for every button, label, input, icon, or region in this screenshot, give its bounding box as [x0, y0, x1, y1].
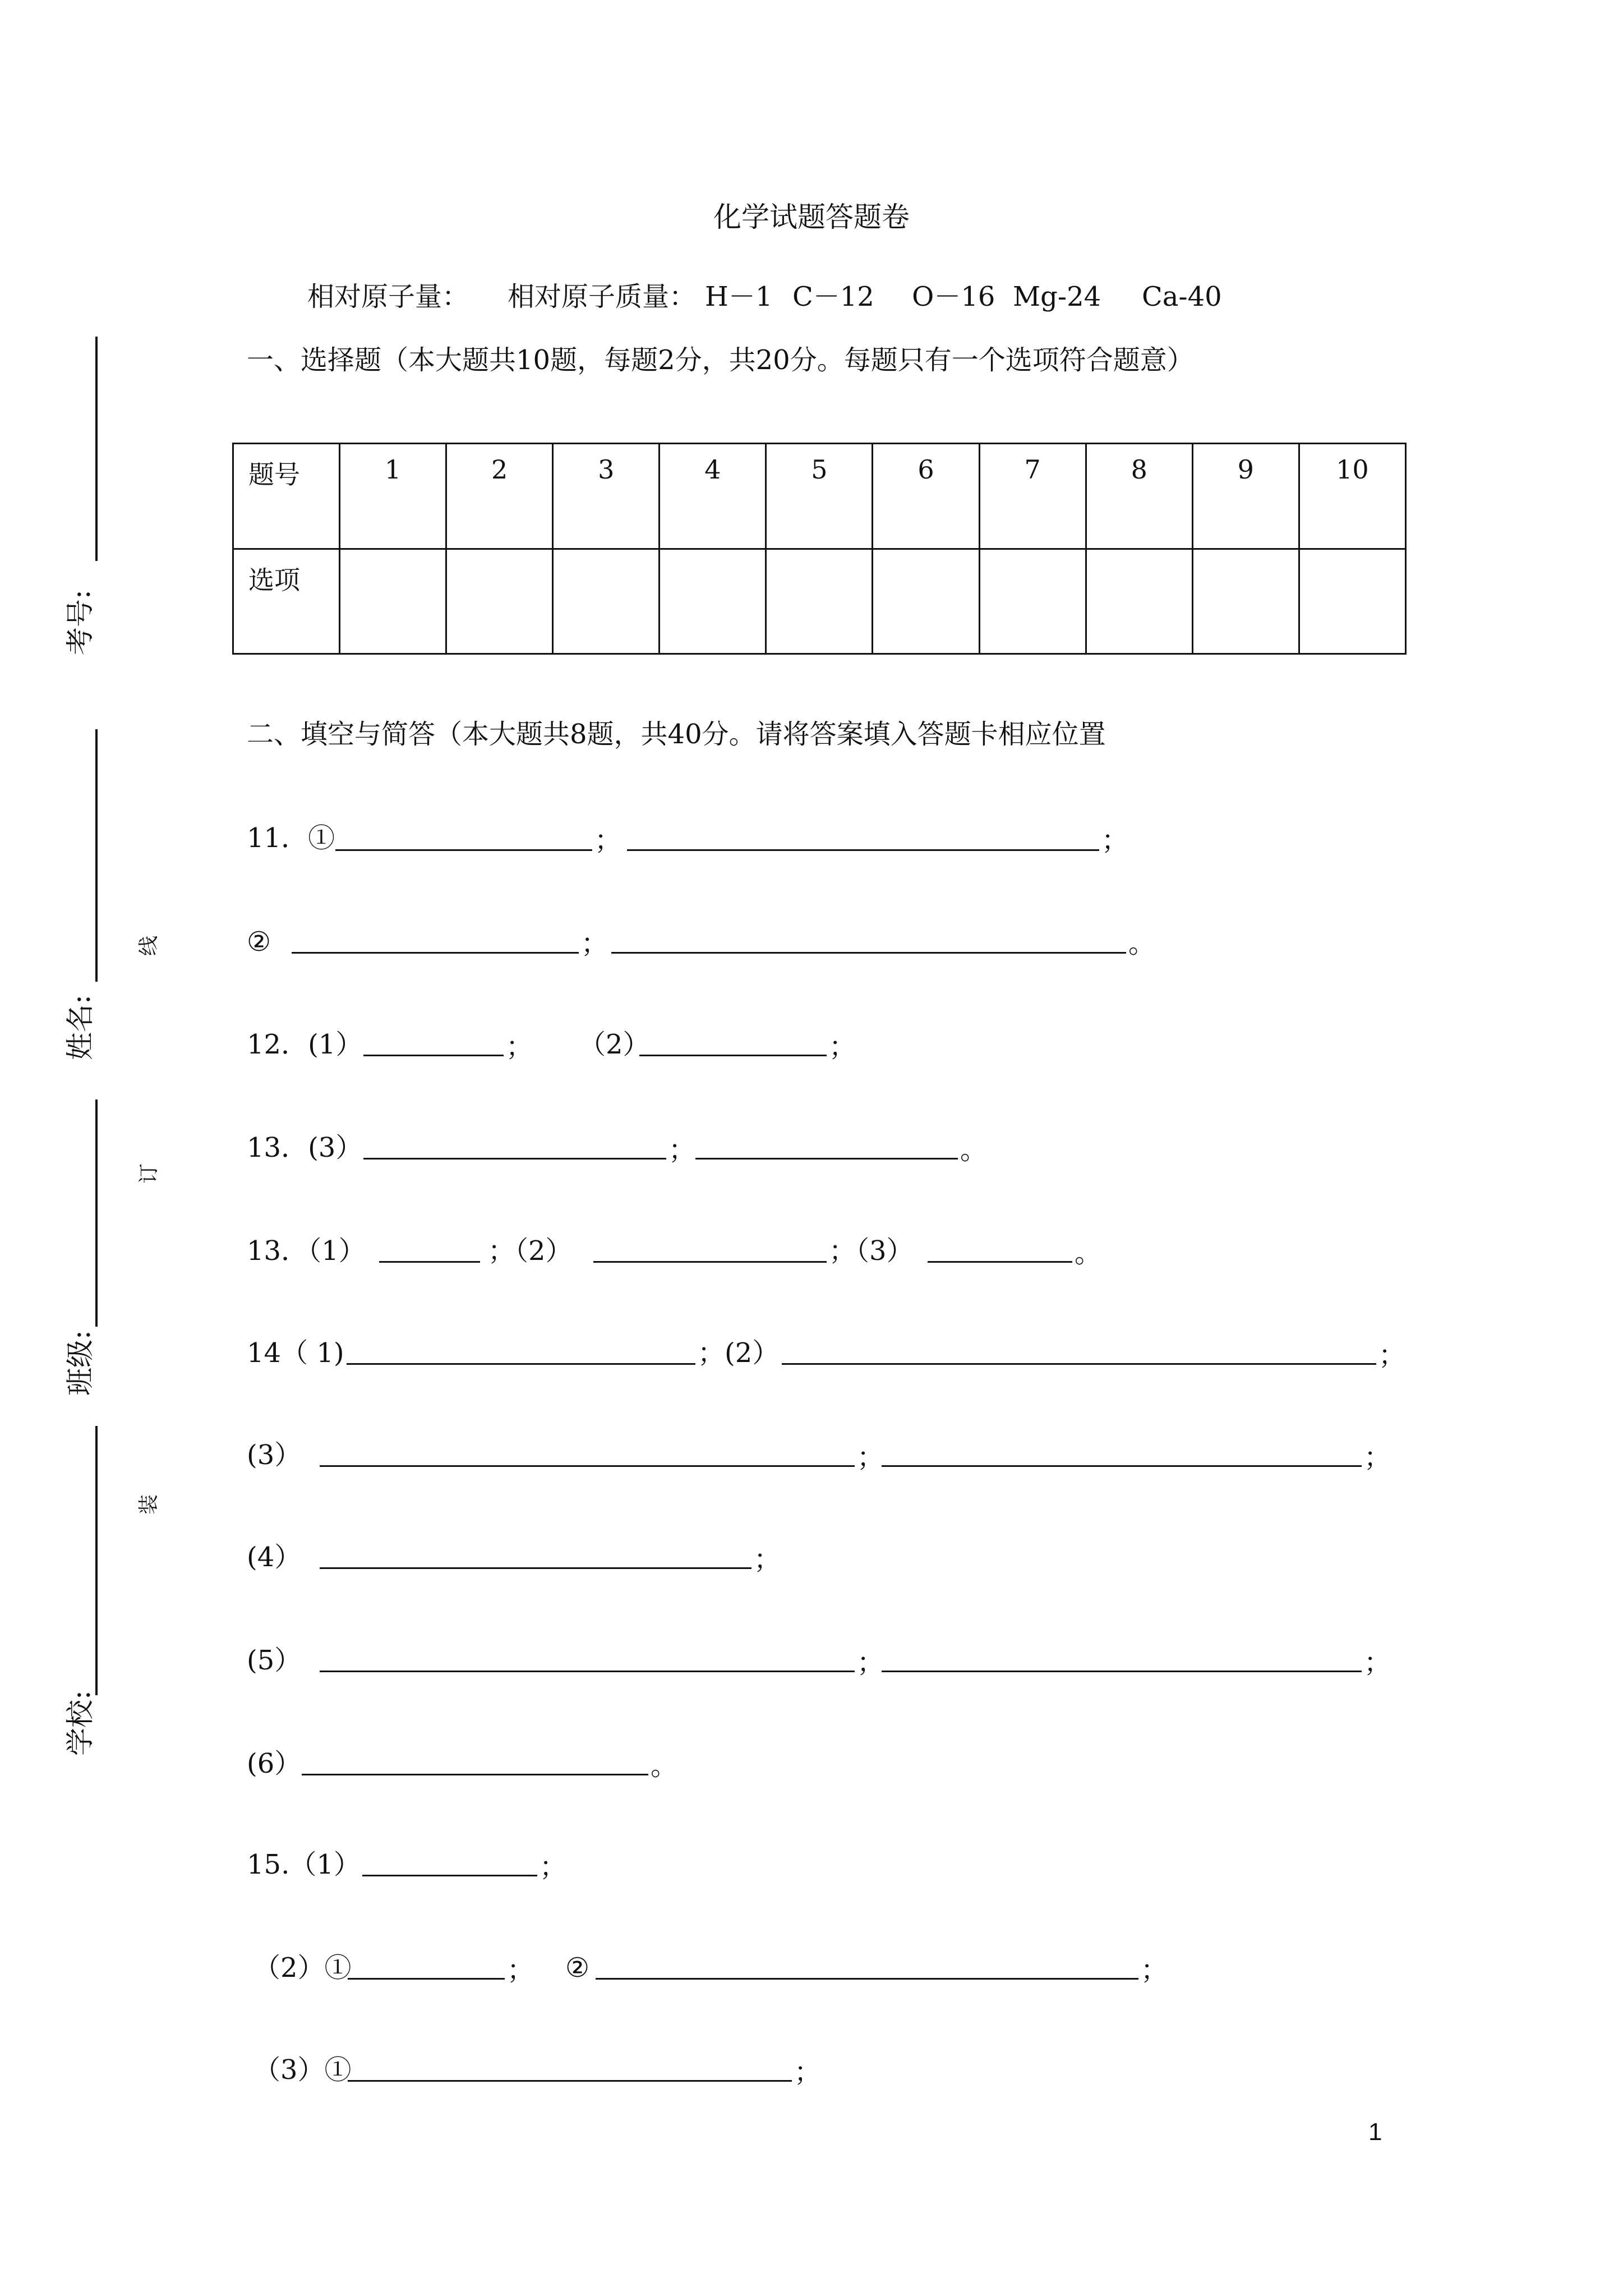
q15-part3-label: （3）① [253, 2054, 352, 2086]
grid-number: 3 [553, 444, 660, 549]
q13-label: 13．(3） [247, 1132, 363, 1163]
atomic-mass-ca: Ca-40 [1142, 281, 1222, 312]
atomic-mass-label-a: 相对原子量： [307, 281, 469, 312]
grid-answer-cell[interactable] [979, 549, 1086, 654]
answer-blank[interactable] [882, 1465, 1362, 1467]
grid-answer-cell[interactable] [1299, 549, 1405, 654]
grid-number: 1 [340, 444, 446, 549]
period: 。 [1075, 1237, 1102, 1269]
atomic-mass-c: C－12 [792, 281, 874, 312]
answer-blank[interactable] [611, 952, 1126, 954]
q11-part2-label: ② [247, 926, 271, 958]
answer-blank[interactable] [882, 1671, 1362, 1672]
answer-blank[interactable] [596, 1978, 1138, 1980]
grid-answer-cell[interactable] [1192, 549, 1299, 654]
separator: ； [540, 1851, 567, 1883]
grid-number: 9 [1192, 444, 1299, 549]
q14-label: 14（ 1) [247, 1337, 344, 1369]
grid-answer-cell[interactable] [1086, 549, 1192, 654]
page-title: 化学试题答题卷 [713, 201, 910, 233]
separator: ； [1364, 1647, 1391, 1678]
separator: ； [829, 1031, 856, 1062]
section2-heading: 二、填空与简答（本大题共8题，共40分。请将答案填入答题卡相应位置 [247, 719, 1106, 750]
exam-number-label: 考号: [64, 590, 96, 655]
grid-number: 7 [979, 444, 1086, 549]
q13b-part3-label: ；（3） [829, 1235, 914, 1267]
q15-part2-sub2-label: ② [565, 1952, 590, 1984]
q14-part2-label: ；(2） [698, 1337, 780, 1369]
answer-blank[interactable] [320, 1671, 855, 1672]
separator: ； [1141, 1954, 1168, 1986]
atomic-mass-o: O－16 [912, 281, 995, 312]
q14-part4-label: (4） [247, 1542, 302, 1573]
period: 。 [651, 1750, 678, 1782]
grid-number: 10 [1299, 444, 1405, 549]
answer-blank[interactable] [627, 849, 1099, 851]
q12-label: 12．(1） [247, 1029, 363, 1060]
grid-row-numbers [233, 444, 1406, 549]
grid-row-choices [233, 549, 1406, 654]
atomic-mass-mg: Mg-24 [1013, 281, 1101, 312]
separator: ； [594, 825, 622, 856]
grid-answer-cell[interactable] [553, 549, 660, 654]
answer-blank[interactable] [782, 1363, 1376, 1365]
answer-blank[interactable] [347, 1363, 695, 1365]
answer-blank[interactable] [302, 1774, 648, 1775]
answer-blank[interactable] [363, 1158, 666, 1159]
binding-mark-ding: 订 [137, 1163, 160, 1184]
separator: ； [857, 1442, 884, 1473]
period: 。 [960, 1134, 988, 1166]
q15-part2-label: （2）① [253, 1952, 352, 1984]
binding-mark-zhuang: 装 [137, 1494, 160, 1515]
q12-part2-label: （2） [579, 1029, 650, 1060]
answer-blank[interactable] [292, 952, 579, 954]
atomic-mass-h: H－1 [705, 281, 773, 312]
answer-blank[interactable] [639, 1055, 827, 1056]
grid-answer-cell[interactable] [340, 549, 446, 654]
grid-number: 6 [873, 444, 979, 549]
separator: ； [1101, 825, 1129, 856]
name-label: 姓名: [64, 995, 96, 1060]
answer-blank[interactable] [593, 1261, 827, 1263]
q13b-part2-label: ；（2） [488, 1235, 573, 1267]
separator: ； [506, 1031, 533, 1062]
school-line[interactable] [95, 1426, 98, 1695]
q11-label: 11．① [247, 822, 335, 854]
q15-label: 15.（1） [247, 1849, 361, 1880]
grid-number: 4 [660, 444, 766, 549]
separator: ； [507, 1954, 534, 1986]
grid-answer-cell[interactable] [766, 549, 873, 654]
q14-part5-label: (5） [247, 1645, 302, 1676]
grid-head-number: 题号 [233, 444, 340, 549]
exam-number-line[interactable] [95, 337, 98, 561]
grid-number: 8 [1086, 444, 1192, 549]
answer-blank[interactable] [348, 1978, 505, 1980]
answer-blank[interactable] [335, 849, 592, 851]
grid-answer-cell[interactable] [660, 549, 766, 654]
separator: ； [794, 2056, 822, 2088]
grid-number: 5 [766, 444, 873, 549]
grid-answer-cell[interactable] [873, 549, 979, 654]
separator: ； [668, 1134, 696, 1166]
school-label: 学校: [64, 1690, 96, 1756]
name-line[interactable] [95, 729, 98, 982]
binding-mark-line: 线 [137, 935, 160, 956]
separator: ； [857, 1647, 884, 1678]
answer-blank[interactable] [928, 1261, 1072, 1263]
period: 。 [1128, 928, 1156, 959]
atomic-mass-label-b: 相对原子质量： [508, 281, 697, 312]
q14-part6-label: (6） [247, 1748, 302, 1779]
answer-blank[interactable] [320, 1465, 855, 1467]
separator: ； [1364, 1442, 1391, 1473]
grid-answer-cell[interactable] [446, 549, 553, 654]
answer-blank[interactable] [362, 1875, 537, 1876]
class-line[interactable] [95, 1099, 98, 1327]
answer-blank[interactable] [348, 2080, 792, 2082]
separator: ； [754, 1544, 781, 1575]
page-number: 1 [1368, 2118, 1382, 2146]
class-label: 班级: [64, 1330, 96, 1396]
answer-blank[interactable] [320, 1567, 751, 1569]
answer-blank[interactable] [363, 1055, 504, 1056]
separator: ； [1378, 1340, 1406, 1371]
grid-head-choice: 选项 [233, 549, 340, 654]
answer-grid [232, 443, 1407, 655]
answer-blank[interactable] [695, 1158, 958, 1159]
q13b-label: 13．（1） [247, 1235, 366, 1267]
section1-heading: 一、选择题（本大题共10题，每题2分，共20分。每题只有一个选项符合题意） [247, 344, 1194, 376]
separator: ； [581, 928, 608, 959]
grid-number: 2 [446, 444, 553, 549]
q14-part3-label: (3） [247, 1439, 302, 1471]
answer-blank[interactable] [379, 1261, 480, 1263]
